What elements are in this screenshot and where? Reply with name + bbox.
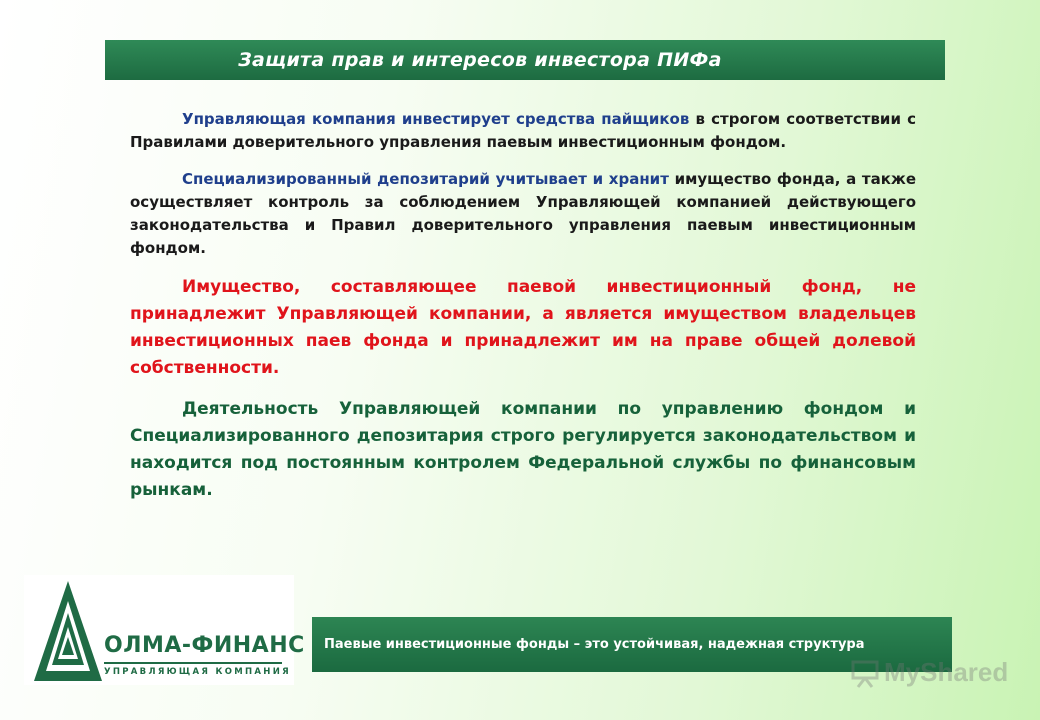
paragraph-property: Имущество, составляющее паевой инвестиционный фонд, не принадлежит Управляющей компании, а является имуществом владельцев инвестиционных паев фонда и принадлежит им на праве общей долевой собственности. <box>130 277 916 378</box>
watermark <box>850 657 1008 688</box>
logo-subtitle: УПРАВЛЯЮЩАЯ КОМПАНИЯ <box>104 667 291 677</box>
footer-slogan: Паевые инвестиционные фонды – это устойчивая, надежная структура <box>324 637 865 652</box>
content-area <box>130 108 916 518</box>
page-title: Защита прав и интересов инвестора ПИФа <box>238 49 722 71</box>
paragraph-lead: Управляющая компания инвестирует средства пайщиков <box>182 110 690 128</box>
logo-triangle-icon <box>32 579 104 683</box>
paragraph-rest: имущество фонда, а также осуществляет контроль за соблюдением Управляющей компанией действующего законодательства и Правил доверительного управления паевым инвестиционным фондом. <box>130 170 916 257</box>
paragraph-regulation: Деятельность Управляющей компании по управлению фондом и Специализированного депозитария строго регулируется законодательством и находится под постоянным контролем Федеральной службы по финансовым рынкам. <box>130 399 916 500</box>
paragraph-depository <box>130 168 916 260</box>
paragraph-rest: в строгом соответствии с Правилами доверительного управления паевым инвестиционным фондом. <box>130 110 916 151</box>
header-bar <box>105 40 945 80</box>
paragraph-management-company <box>130 108 916 154</box>
logo-divider <box>104 662 282 664</box>
watermark-text: MyShared <box>884 657 1009 687</box>
logo-name: ОЛМА-ФИНАНС <box>104 633 305 658</box>
presentation-board-icon <box>850 658 880 688</box>
company-logo <box>24 575 305 685</box>
paragraph-lead: Специализированный депозитарий учитывает и хранит <box>182 170 669 188</box>
